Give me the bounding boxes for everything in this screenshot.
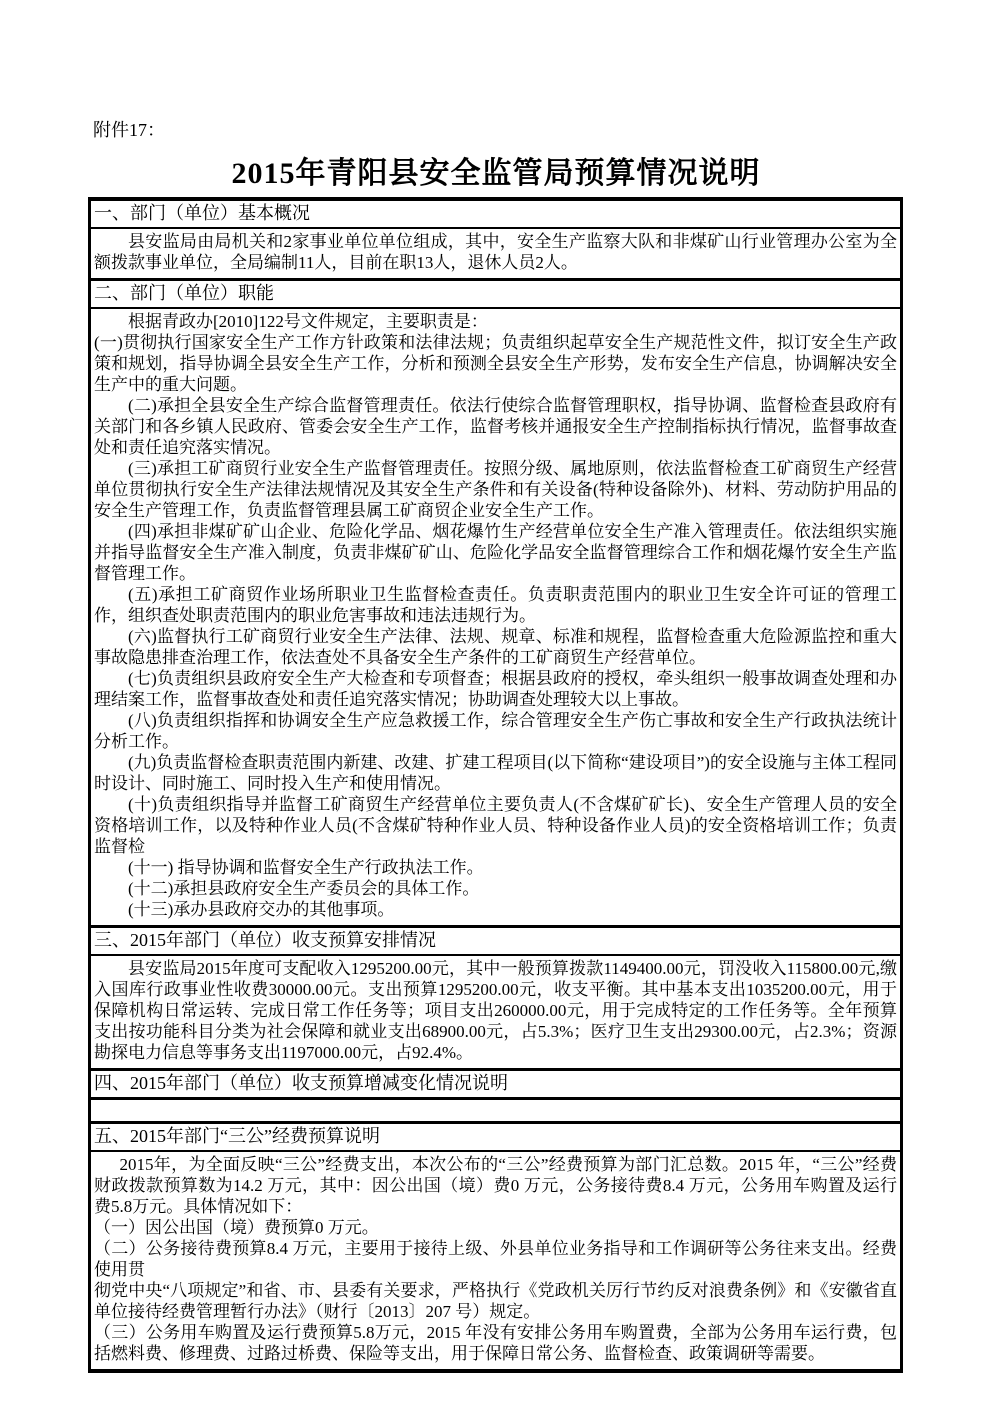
paragraph: (八)负责组织指挥和协调安全生产应急救援工作，综合管理安全生产伤亡事故和安全生产行政执法统计分析工作。 [94,711,897,751]
paragraph: (三)承担工矿商贸行业安全生产监督管理责任。按照分级、属地原则，依法监督检查工矿商贸生产经营单位贯彻执行安全生产法律法规情况及其安全生产条件和有关设备(特种设备除外)、材料、劳动防护用品的安全生产管理工作，负责监督管理县属工矿商贸企业安全生产工作。 [94,459,897,520]
section-2-body [91,309,900,925]
paragraph: (九)负责监督检查职责范围内新建、改建、扩建工程项目(以下简称“建设项目”)的安全设施与主体工程同时设计、同时施工、同时投入生产和使用情况。 [94,753,897,793]
paragraph: （三）公务用车购置及运行费预算5.8万元，2015 年没有安排公务用车购置费，全部为公务用车运行费，包括燃料费、修理费、过路过桥费、保险等支出，用于保障日常公务、监督检查、政策调研等需要。 [94,1323,897,1363]
paragraph: (十)负责组织指导并监督工矿商贸生产经营单位主要负责人(不含煤矿矿长)、安全生产管理人员的安全资格培训工作，以及特种作业人员(不含煤矿特种作业人员、特种设备作业人员)的安全资格培训工作；负责监督检 [94,795,897,856]
paragraph: (七)负责组织县政府安全生产大检查和专项督查；根据县政府的授权，牵头组织一般事故调查处理和办理结案工作，监督事故查处和责任追究落实情况；协助调查处理较大以上事故。 [94,669,897,709]
paragraph: (一)贯彻执行国家安全生产工作方针政策和法律法规；负责组织起草安全生产规范性文件，拟订安全生产政策和规划，指导协调全县安全生产工作，分析和预测全县安全生产形势，发布安全生产信息，协调解决安全生产中的重大问题。 [94,333,897,394]
paragraph: （二）公务接待费预算8.4 万元，主要用于接待上级、外县单位业务指导和工作调研等公务往来支出。经费使用贯 [94,1239,897,1279]
paragraph: (四)承担非煤矿矿山企业、危险化学品、烟花爆竹生产经营单位安全生产准入管理责任。依法组织实施并指导监督安全生产准入制度，负责非煤矿矿山、危险化学品安全监督管理综合工作和烟花爆竹安全生产监督管理工作。 [94,522,897,583]
section-2-header: 二、部门（单位）职能 [91,278,900,309]
paragraph: 彻党中央“八项规定”和省、市、县委有关要求，严格执行《党政机关厉行节约反对浪费条例》和《安徽省直单位接待经费管理暂行办法》（财行〔2013〕207 号）规定。 [94,1281,897,1321]
section-3-header: 三、2015年部门（单位）收支预算安排情况 [91,925,900,956]
attachment-label: 附件17： [93,120,165,140]
section-5-header: 五、2015年部门“三公”经费预算说明 [91,1124,900,1152]
paragraph: 2015年，为全面反映“三公”经费支出，本次公布的“三公”经费预算为部门汇总数。2015 年，“三公”经费财政拨款预算数为14.2 万元，其中：因公出国（境）费0 万元，公务接待费8.4 万元，公务用车购置及运行费5.8万元。具体情况如下： [94,1155,897,1216]
paragraph: (六)监督执行工矿商贸行业安全生产法律、法规、规章、标准和规程，监督检查重大危险源监控和重大事故隐患排查治理工作，依法查处不具备安全生产条件的工矿商贸生产经营单位。 [94,627,897,667]
page-title: 2015年青阳县安全监管局预算情况说明 [231,157,761,190]
paragraph: 根据青政办[2010]122号文件规定，主要职责是： [128,312,488,331]
paragraph: 县安监局2015年度可支配收入1295200.00元，其中一般预算拨款1149400.00元，罚没收入115800.00元,缴入国库行政事业性收费30000.00元。支出预算1295200.00元，收支平衡。其中基本支出1035200.00元，用于保障机构日常运转、完成日常工作任务等；项目支出260000.00元，用于完成特定的工作任务等。全年预算支出按功能科目分类为社会保障和就业支出68900.00元，占5.3%；医疗卫生支出29300.00元，占2.3%；资源勘探电力信息等事务支出1197000.00元，占92.4%。 [94,959,897,1062]
paragraph: 县安监局由局机关和2家事业单位单位组成，其中，安全生产监察大队和非煤矿山行业管理办公室为全额拨款事业单位，全局编制11人，目前在职13人，退休人员2人。 [94,232,897,272]
section-1-header: 一、部门（单位）基本概况 [91,201,900,229]
section-4-empty-body [91,1100,900,1124]
paragraph: (五)承担工矿商贸作业场所职业卫生监督检查责任。负责职责范围内的职业卫生安全许可证的管理工作，组织查处职责范围内的职业危害事故和违法违规行为。 [94,585,897,625]
paragraph: （一）因公出国（境）费预算0 万元。 [94,1218,379,1237]
section-5-body [91,1152,900,1369]
paragraph: (十三)承办县政府交办的其他事项。 [128,900,395,919]
paragraph: (十一) 指导协调和监督安全生产行政执法工作。 [128,858,484,877]
paragraph: (十二)承担县政府安全生产委员会的具体工作。 [128,879,480,898]
section-1-body [91,229,900,278]
budget-table [88,197,903,1373]
paragraph: (二)承担全县安全生产综合监督管理责任。依法行使综合监督管理职权，指导协调、监督检查县政府有关部门和各乡镇人民政府、管委会安全生产工作，监督考核并通报安全生产控制指标执行情况，监督事故查处和责任追究落实情况。 [94,396,897,457]
section-3-body [91,956,900,1068]
section-4-header: 四、2015年部门（单位）收支预算增减变化情况说明 [91,1068,900,1100]
